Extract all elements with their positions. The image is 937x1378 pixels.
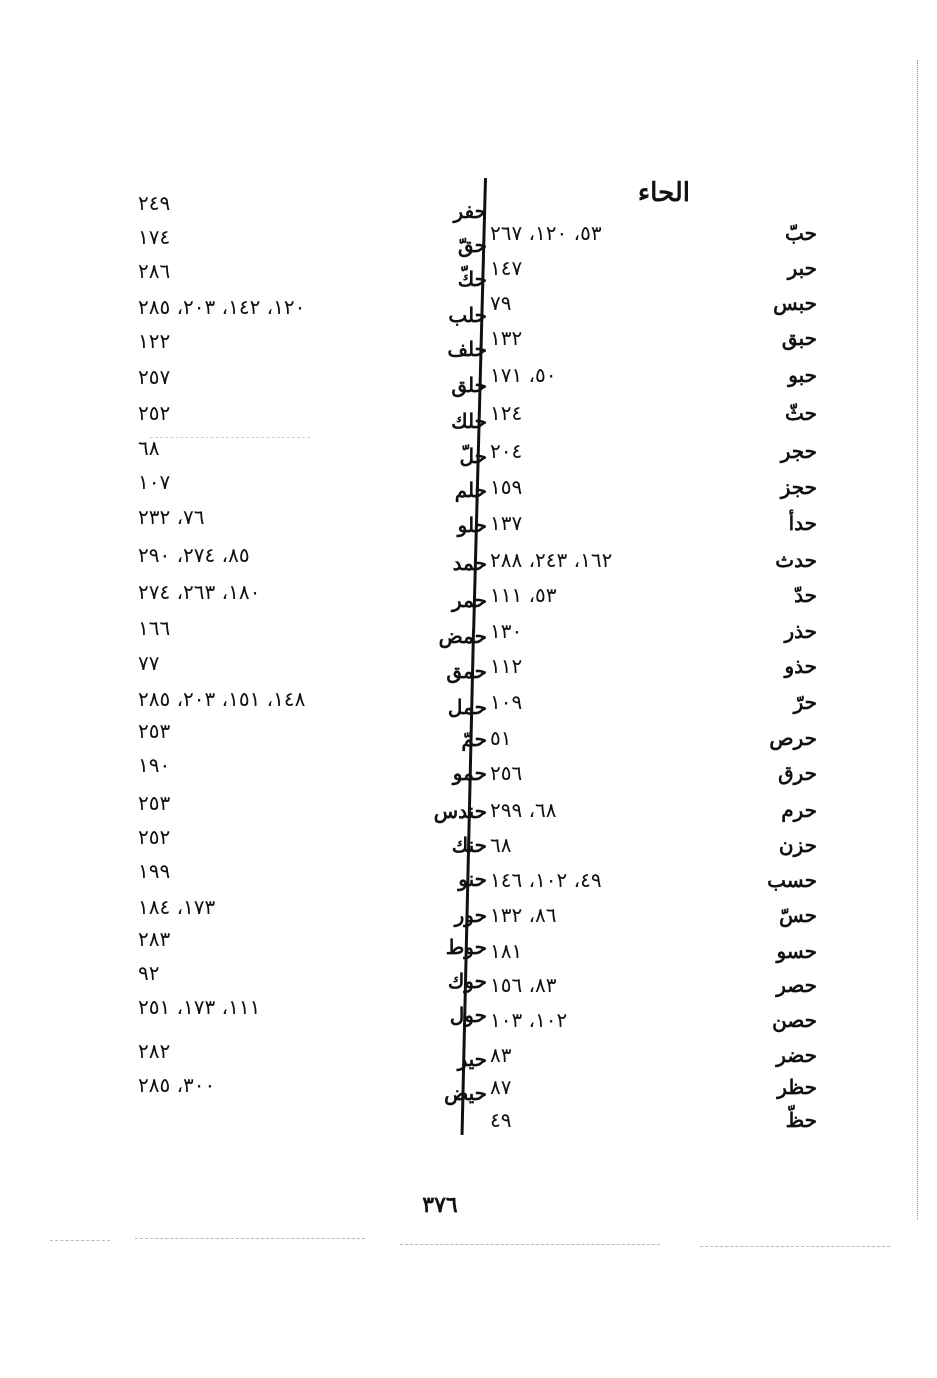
entry-root-word: حسّ [779,903,817,927]
entry-root-word: حوط [445,935,487,959]
entry-root-word: حير [457,1047,487,1071]
entry-root-word: حمر [452,588,487,612]
entry-page-refs: ٥٣، ١٢٠، ٢٦٧ [490,221,602,245]
entry-page-refs: ٢٠٤ [490,439,523,463]
entry-root-word: حصر [776,973,817,997]
entry-page-refs: ٢٥٢ [138,401,171,425]
index-entry-left [0,433,937,468]
entry-root-word: حدأ [788,511,817,535]
entry-page-refs: ٢٥٦ [490,761,523,785]
entry-page-refs: ١٩٩ [138,859,171,883]
entry-root-word: حفر [453,199,487,223]
entry-page-refs: ١١٢ [490,654,523,678]
entry-page-refs: ١٦٢، ٢٤٣، ٢٨٨ [490,548,613,572]
entry-root-word: حصن [772,1008,817,1032]
entry-page-refs: ٨٧ [490,1075,512,1099]
entry-root-word: حلك [451,409,487,433]
entry-root-word: حلب [448,303,487,327]
entry-root-word: حكّ [457,267,487,291]
index-entry-left [0,398,937,433]
entry-root-word: حنو [458,867,487,891]
index-entry-left [0,684,937,719]
scan-noise [50,1240,110,1241]
entry-root-word: حمو [452,761,487,785]
entry-root-word: حذو [784,654,817,678]
index-entry-left [0,502,937,537]
entry-page-refs: ٦٨ [490,833,512,857]
entry-page-refs: ١٤٨، ١٥١، ٢٠٣، ٢٨٥ [138,687,306,711]
scan-noise [400,1244,660,1245]
index-entry-left [0,788,937,823]
entry-root-word: حجر [780,439,817,463]
index-entry-left [0,1070,937,1105]
index-entry-left [0,992,937,1027]
section-heading: الحاء [637,178,690,208]
index-entry-left [0,892,937,927]
entry-page-refs: ١٦٦ [138,616,171,640]
entry-root-word: حظّ [785,1108,817,1132]
entry-page-refs: ١٢٠، ١٤٢، ٢٠٣، ٢٨٥ [138,295,306,319]
scan-noise [150,437,310,438]
entry-root-word: حرق [778,761,817,785]
entry-root-word: حبس [773,291,817,315]
entry-page-refs: ٧٧ [138,651,160,675]
index-entry-left [0,292,937,327]
entry-page-refs: ٨٦، ١٣٢ [490,903,557,927]
entry-page-refs: ١٣٧ [490,511,523,535]
entry-root-word: حندس [433,799,487,823]
entry-page-refs: ٣٠٠، ٢٨٥ [138,1073,216,1097]
entry-root-word: حلف [447,337,487,361]
entry-root-word: حرّ [793,690,817,714]
index-entry-left [0,540,937,575]
entry-page-refs: ٢٥٣ [138,719,171,743]
entry-page-refs: ٨٣ [490,1043,512,1067]
entry-page-refs: ١٨١ [490,939,523,963]
entry-root-word: حمض [438,624,487,648]
entry-root-word: حوك [447,969,487,993]
index-entry-left [0,1036,937,1071]
index-entry-left [0,362,937,397]
entry-root-word: حور [454,903,487,927]
entry-page-refs: ٤٩، ١٠٢، ١٤٦ [490,868,602,892]
entry-root-word: حيض [444,1081,487,1105]
entry-root-word: حبو [788,363,817,387]
entry-root-word: حبر [787,256,817,280]
entry-root-word: حلو [457,513,487,537]
entry-page-refs: ١٧٤ [138,225,171,249]
entry-root-word: حمّ [461,727,487,751]
entry-page-refs: ٤٩ [490,1108,512,1132]
index-entry-left [0,326,937,361]
entry-page-refs: ٢٨٣ [138,927,171,951]
entry-page-refs: ٧٩ [490,291,512,315]
scan-noise [700,1246,890,1247]
entry-root-word: حسب [767,868,817,892]
index-entry-left [0,958,937,993]
entry-page-refs: ١٥٩ [490,475,523,499]
index-entry-left [0,467,937,502]
entry-page-refs: ٢٥٣ [138,791,171,815]
entry-page-refs: ٥١ [490,726,512,750]
entry-root-word: حمل [447,695,487,719]
entry-page-refs: ١٨٠، ٢٦٣، ٢٧٤ [138,580,261,604]
entry-root-word: حضر [776,1043,817,1067]
entry-root-word: حقّ [457,233,487,257]
entry-page-refs: ١٠٢، ١٠٣ [490,1008,568,1032]
index-entry-left [0,256,937,291]
index-entry-left [0,613,937,648]
entry-root-word: حدّ [794,583,817,607]
entry-root-word: حمق [446,659,487,683]
page-number: ٣٧٦ [422,1192,458,1218]
entry-root-word: حلق [451,373,487,397]
entry-page-refs: ٢٨٢ [138,1039,171,1063]
entry-page-refs: ٢٨٦ [138,259,171,283]
entry-page-refs: ١٤٧ [490,256,523,280]
entry-root-word: حثّ [784,401,817,425]
entry-page-refs: ١٩٠ [138,753,171,777]
index-entry-left [0,188,937,223]
entry-page-refs: ٢٥٢ [138,825,171,849]
index-entry-left [0,222,937,257]
entry-root-word: حسو [776,939,817,963]
index-entry-left [0,856,937,891]
index-entry-left [0,577,937,612]
entry-root-word: حزن [778,833,817,857]
index-entry-left [0,822,937,857]
index-entry-left [0,750,937,785]
entry-page-refs: ٥٠، ١٧١ [490,363,557,387]
entry-root-word: حنك [451,833,487,857]
entry-page-refs: ١٣٢ [490,326,523,350]
entry-root-word: حمد [452,551,487,575]
entry-root-word: حظر [777,1075,817,1099]
entry-page-refs: ٨٥، ٢٧٤، ٢٩٠ [138,543,250,567]
entry-page-refs: ٨٣، ١٥٦ [490,973,557,997]
entry-root-word: حرم [781,798,817,822]
scan-noise [135,1238,365,1239]
entry-page-refs: ٦٨ [138,436,160,460]
index-entry-left [0,924,937,959]
entry-root-word: حلّ [459,444,487,468]
entry-page-refs: ٧٦، ٢٣٢ [138,505,205,529]
entry-page-refs: ٥٣، ١١١ [490,583,557,607]
entry-root-word: حدث [775,548,817,572]
index-entry-left [0,648,937,683]
entry-page-refs: ١٢٤ [490,401,523,425]
entry-page-refs: ١٣٠ [490,619,523,643]
entry-page-refs: ١٠٩ [490,690,523,714]
entry-page-refs: ٩٢ [138,961,160,985]
entry-root-word: حبّ [784,221,817,245]
index-entry-right [0,1105,937,1135]
entry-page-refs: ٢٤٩ [138,191,171,215]
entry-page-refs: ١٠٧ [138,470,171,494]
entry-root-word: حبق [781,326,817,350]
entry-page-refs: ١٧٣، ١٨٤ [138,895,216,919]
entry-root-word: حجز [780,475,817,499]
entry-root-word: حرص [769,726,817,750]
entry-page-refs: ٢٥٧ [138,365,171,389]
entry-page-refs: ١١١، ١٧٣، ٢٥١ [138,995,261,1019]
entry-root-word: حذر [784,619,817,643]
entry-root-word: حول [449,1003,487,1027]
entry-root-word: حلم [454,478,487,502]
entry-page-refs: ١٢٢ [138,329,171,353]
index-entry-left [0,716,937,751]
entry-page-refs: ٦٨، ٢٩٩ [490,798,557,822]
